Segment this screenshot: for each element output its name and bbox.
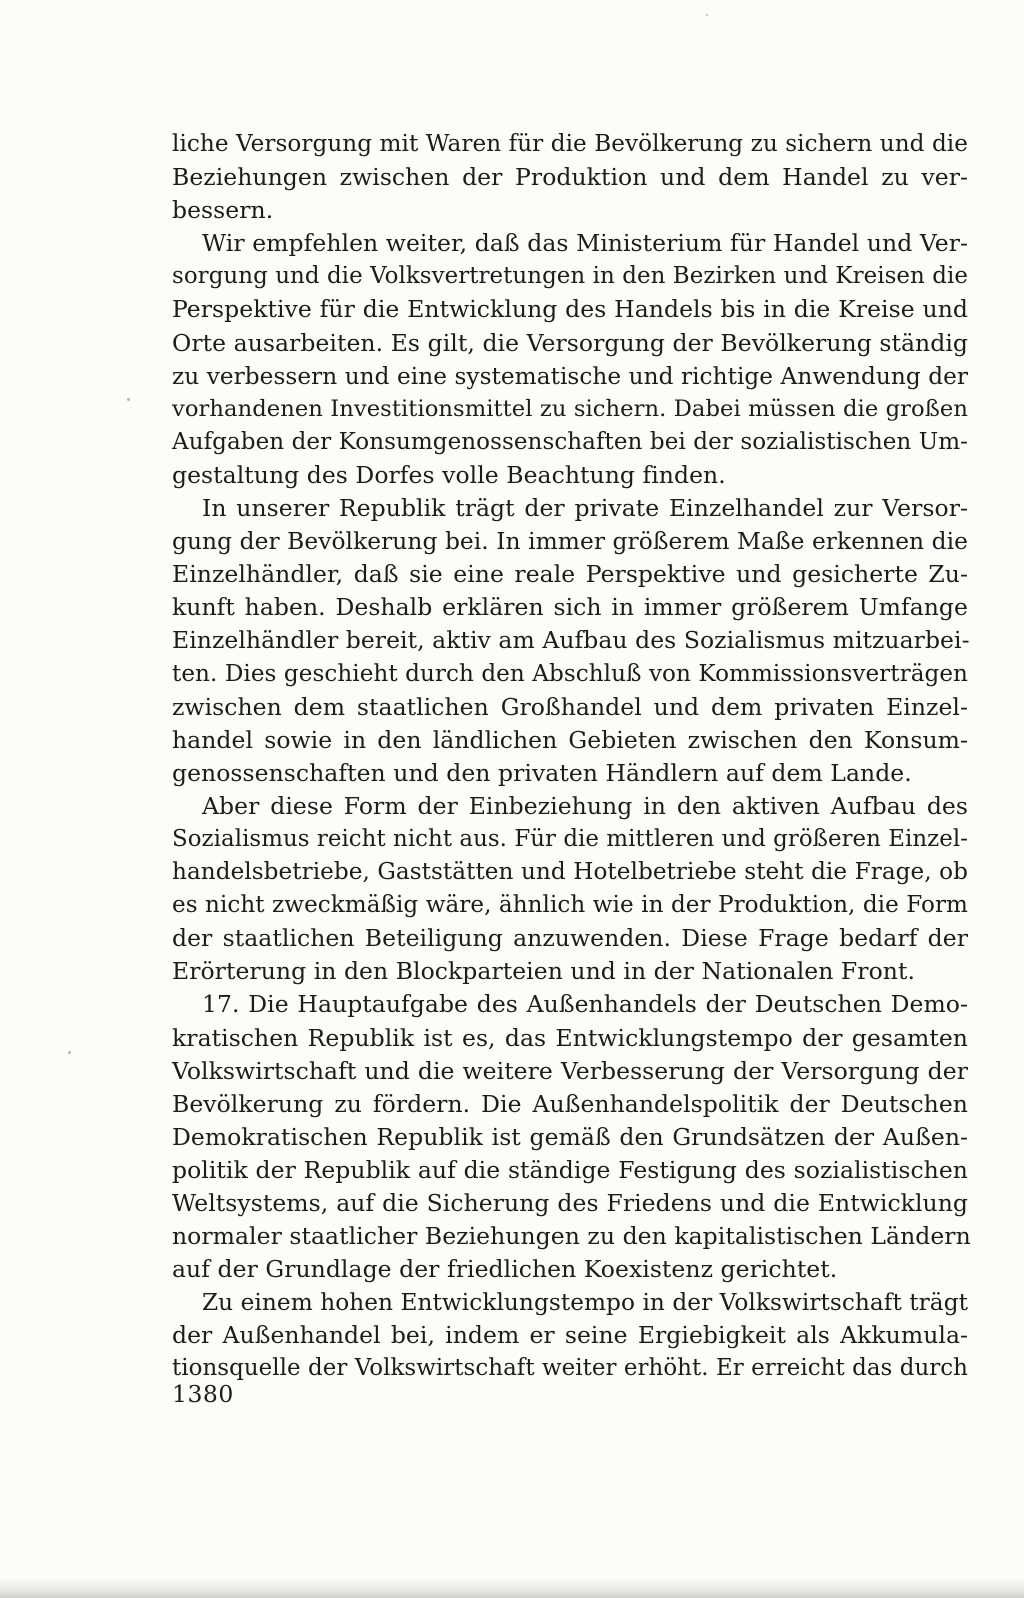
text-line: liche Versorgung mit Waren für die Bevölkerung zu sichern und die <box>172 131 968 157</box>
text-line: der Außenhandel bei, indem er seine Ergiebigkeit als Akkumula- <box>172 1321 968 1350</box>
text-line: Wir empfehlen weiter, daß das Ministerium für Handel und Ver- <box>202 229 968 258</box>
scan-edge-shadow <box>0 1578 1024 1598</box>
text-line: zu verbessern und eine systematische und richtige Anwendung der <box>172 362 968 390</box>
text-line: Einzelhändler, daß sie eine reale Perspektive und gesicherte Zu- <box>172 560 968 589</box>
text-line: zwischen dem staatlichen Großhandel und dem privaten Einzel- <box>172 692 968 721</box>
text-line: Volkswirtschaft und die weitere Verbesserung der Versorgung der <box>172 1056 968 1085</box>
text-line: vorhandenen Investitionsmittel zu sichern. Dabei müssen die großen <box>172 395 968 422</box>
text-line: sorgung und die Volksvertretungen in den Bezirken und Kreisen die <box>172 263 968 290</box>
text-line: Sozialismus reicht nicht aus. Für die mittleren und größeren Einzel- <box>172 825 968 852</box>
text-line: Einzelhändler bereit, aktiv am Aufbau des Sozialismus mitzuarbei- <box>172 626 970 655</box>
text-line: In unserer Republik trägt der private Einzelhandel zur Versor- <box>202 494 968 523</box>
text-line: tionsquelle der Volkswirtschaft weiter erhöht. Er erreicht das durch <box>172 1355 968 1382</box>
text-line: kratischen Republik ist es, das Entwicklungstempo der gesamten <box>172 1023 968 1052</box>
text-line: Perspektive für die Entwicklung des Handels bis in die Kreise und <box>172 295 968 324</box>
text-line: es nicht zweckmäßig wäre, ähnlich wie in der Produktion, die Form <box>172 892 968 919</box>
text-line: handel sowie in den ländlichen Gebieten zwischen den Konsum- <box>172 725 968 754</box>
text-line: Aufgaben der Konsumgenossenschaften bei der sozialistischen Um- <box>172 428 968 455</box>
text-line: 17. Die Hauptaufgabe des Außenhandels der Deutschen Demo- <box>202 990 968 1019</box>
text-line: Aber diese Form der Einbeziehung in den aktiven Aufbau des <box>202 791 968 820</box>
scan-speck <box>127 398 130 401</box>
text-line: Erörterung in den Blockparteien und in der Nationalen Front. <box>172 957 915 986</box>
text-line: kunft haben. Deshalb erklären sich in immer größerem Umfange <box>172 593 968 622</box>
text-line: politik der Republik auf die ständige Festigung des sozialistischen <box>172 1155 968 1184</box>
text-line: normaler staatlicher Beziehungen zu den kapitalistischen Ländern <box>172 1222 971 1251</box>
text-line: Zu einem hohen Entwicklungstempo in der Volkswirtschaft trägt <box>202 1289 968 1317</box>
text-line: Weltsystems, auf die Sicherung des Friedens und die Entwicklung <box>172 1189 968 1217</box>
text-line: gestaltung des Dorfes volle Beachtung finden. <box>172 460 726 489</box>
text-line: auf der Grundlage der friedlichen Koexistenz gerichtet. <box>172 1255 838 1284</box>
text-line: Bevölkerung zu fördern. Die Außenhandelspolitik der Deutschen <box>172 1089 968 1118</box>
text-line: genossenschaften und den privaten Händlern auf dem Lande. <box>172 758 912 787</box>
text-line: gung der Bevölkerung bei. In immer größerem Maße erkennen die <box>172 527 968 556</box>
text-line: der staatlichen Beteiligung anzuwenden. Diese Frage bedarf der <box>172 924 968 953</box>
text-line: Demokratischen Republik ist gemäß den Grundsätzen der Außen- <box>172 1122 968 1151</box>
text-line: bessern. <box>172 196 274 225</box>
page-number: 1380 <box>172 1380 234 1408</box>
text-line: Beziehungen zwischen der Produktion und dem Handel zu ver- <box>172 163 968 192</box>
body-text <box>172 128 971 1386</box>
text-line: Orte ausarbeiten. Es gilt, die Versorgung der Bevölkerung ständig <box>172 328 968 357</box>
text-line: ten. Dies geschieht durch den Abschluß von Kommissionsverträgen <box>172 660 968 687</box>
text-line: handelsbetriebe, Gaststätten und Hotelbetriebe steht die Frage, ob <box>172 859 968 886</box>
scan-speck <box>706 14 708 16</box>
scan-speck <box>68 1051 71 1054</box>
